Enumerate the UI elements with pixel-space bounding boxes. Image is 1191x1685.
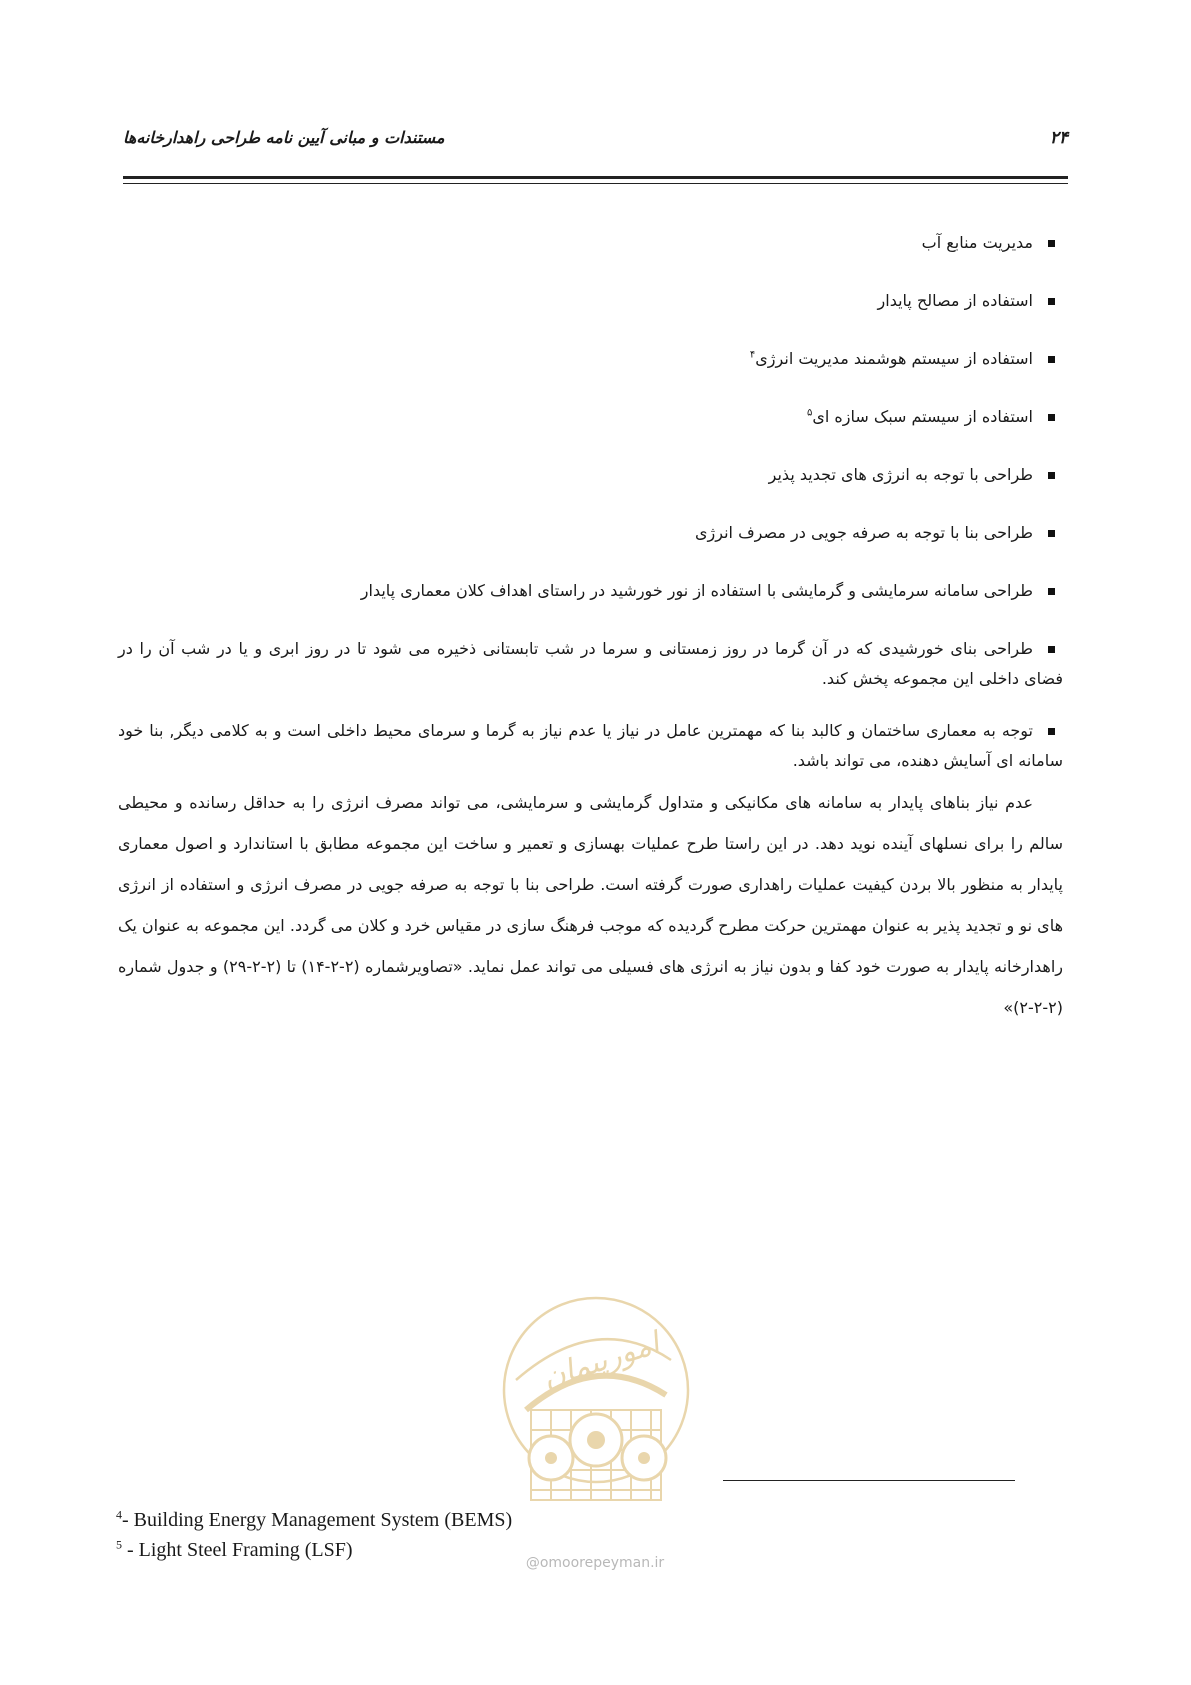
list-item <box>118 518 1063 548</box>
list-item-text: طراحی با توجه به انرژی های تجدید پذیر <box>768 465 1033 484</box>
page-header <box>123 128 1068 158</box>
bullet-list <box>118 228 1063 776</box>
bullet-square-icon <box>1048 530 1055 537</box>
svg-text:امورپیمان: امورپیمان <box>538 1325 664 1397</box>
page-number: ۲۴ <box>1049 128 1068 148</box>
watermark-logo <box>496 1290 696 1540</box>
page-body <box>118 228 1063 1028</box>
list-item-text: استفاده از مصالح پایدار <box>877 291 1033 310</box>
bullet-square-icon <box>1048 588 1055 595</box>
footnote-ref[interactable]: ۴ <box>749 349 756 361</box>
list-item <box>118 344 1063 374</box>
footnote-number: 5 <box>116 1537 122 1552</box>
footnote-separator <box>723 1480 1015 1481</box>
list-item <box>118 402 1063 432</box>
footnote <box>116 1505 512 1535</box>
list-item-text: طراحی بنا با توجه به صرفه جویی در مصرف انرژی <box>695 523 1033 542</box>
footnote-ref[interactable]: ۵ <box>806 407 813 419</box>
bullet-square-icon <box>1048 298 1055 305</box>
running-title: مستندات و مبانی آیین نامه طراحی راهدارخانه‌ها <box>123 128 445 147</box>
bullet-square-icon <box>1048 356 1055 363</box>
list-item <box>118 460 1063 490</box>
footnotes <box>116 1505 512 1565</box>
watermark-site: @omoorepeyman.ir <box>525 1555 665 1571</box>
bullet-square-icon <box>1048 240 1055 247</box>
list-item <box>118 716 1063 776</box>
footnote <box>116 1535 512 1565</box>
list-item <box>118 634 1063 694</box>
list-item-text: مدیریت منابع آب <box>921 233 1033 252</box>
list-item <box>118 576 1063 606</box>
bullet-square-icon <box>1048 646 1055 653</box>
header-rule-thin <box>123 183 1068 184</box>
footnote-text: - Light Steel Framing (LSF) <box>122 1539 353 1561</box>
list-item-text: استفاده از سیستم هوشمند مدیریت انرژی <box>755 349 1033 368</box>
footnote-number: 4 <box>116 1507 122 1522</box>
bullet-square-icon <box>1048 414 1055 421</box>
list-item-text: توجه به معماری ساختمان و کالبد بنا که مهمترین عامل در نیاز یا عدم نیاز به گرما و سرمای محیط داخلی است و به کلامی دیگر, بنا خود سامانه ای آسایش دهنده، می تواند باشد. <box>118 721 1063 770</box>
body-paragraph: عدم نیاز بناهای پایدار به سامانه های مکانیکی و متداول گرمایشی و سرمایشی، می تواند مصرف انرژی را به حداقل رسانده و محیطی سالم را برای نسلهای آینده نوید دهد. در این راستا طرح عملیات بهسازی و تعمیر و ساخت این مجموعه مطابق با استاندارد و اصول معماری پایدار به منظور بالا بردن کیفیت عملیات راهداری صورت گرفته است. طراحی بنا با توجه به صرفه جویی در مصرف انرژی و استفاده از انرژی های نو و تجدید پذیر به عنوان مهمترین حرکت مطرح گردیده که موجب فرهنگ سازی در مقیاس خرد و کلان می گردد. این مجموعه به عنوان یک راهدارخانه پایدار به صورت خود کفا و بدون نیاز به انرژی های فسیلی می تواند عمل نماید. «تصاویرشماره (۲-۲-۱۴) تا (۲-۲-۲۹) و جدول شماره (۲-۲-۲)» <box>118 793 1064 1017</box>
bullet-square-icon <box>1048 728 1055 735</box>
list-item-text: استفاده از سیستم سبک سازه ای <box>812 407 1033 426</box>
list-item <box>118 228 1063 258</box>
footnote-text: - Building Energy Management System (BEMS) <box>122 1509 513 1531</box>
list-item-text: طراحی بنای خورشیدی که در آن گرما در روز زمستانی و سرما در شب تابستانی ذخیره می شود تا در روز ابری و یا در شب آن را در فضای داخلی این مجموعه پخش کند. <box>118 639 1063 688</box>
list-item <box>118 286 1063 316</box>
header-rule-thick <box>123 176 1068 179</box>
list-item-text: طراحی سامانه سرمایشی و گرمایشی با استفاده از نور خورشید در راستای اهداف کلان معماری پایدار <box>360 581 1033 600</box>
bullet-square-icon <box>1048 472 1055 479</box>
